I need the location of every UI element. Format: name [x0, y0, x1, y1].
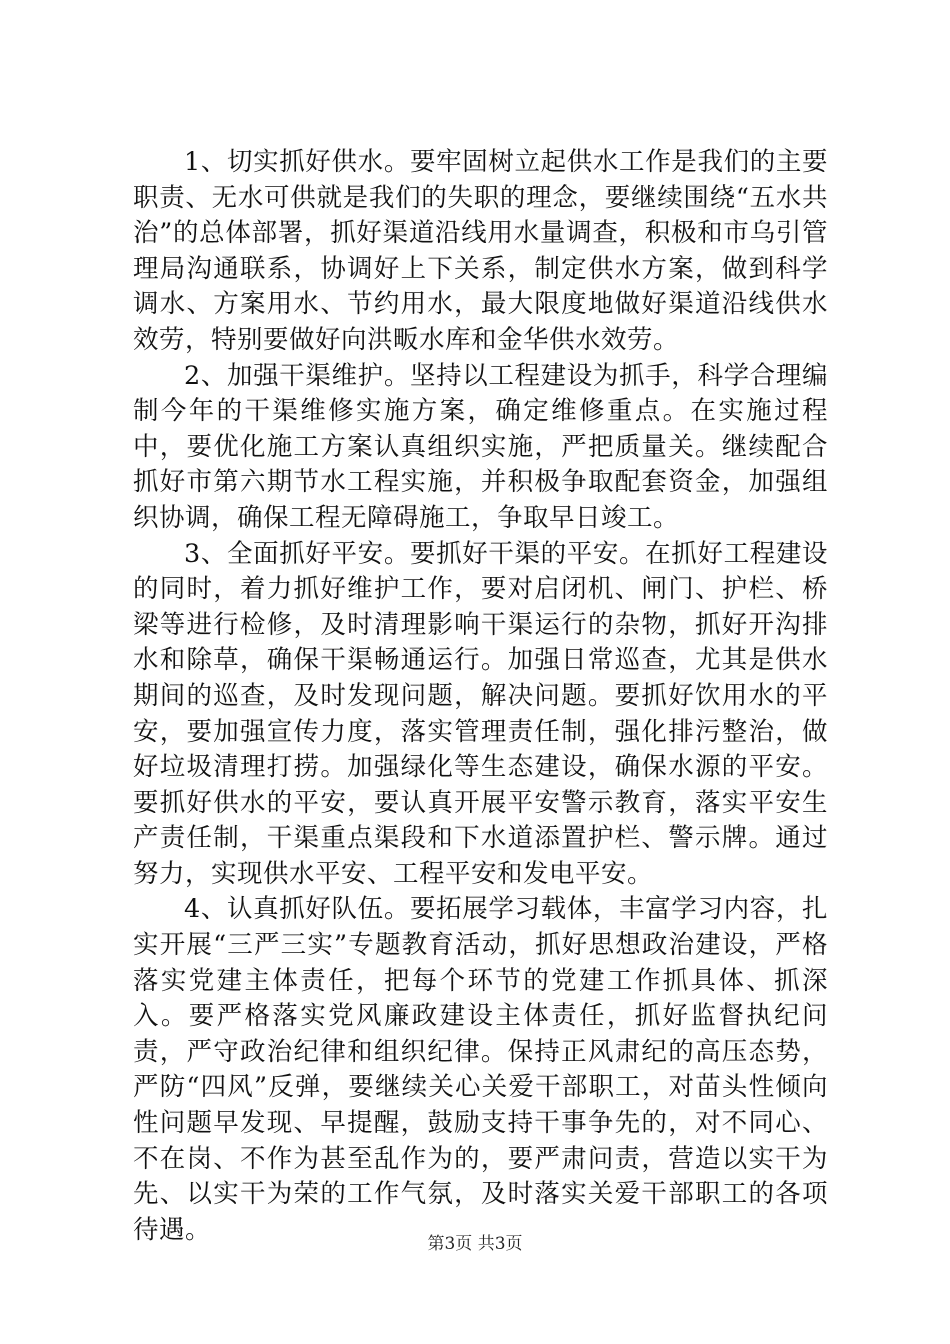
paragraph-safety: 3、全面抓好平安。要抓好干渠的平安。在抓好工程建设的同时，着力抓好维护工作，要对启闭机、闸门、护栏、桥梁等进行检修，及时清理影响干渠运行的杂物，抓好开沟排水和除草，确保干渠畅通运行。加强日常巡查，尤其是供水期间的巡查，及时发现问题，解决问题。要抓好饮用水的平安，要加强宣传力度，落实管理责任制，强化排污整治，做好垃圾清理打捞。加强绿化等生态建设，确保水源的平安。要抓好供水的平安，要认真开展平安警示教育，落实平安生产责任制，干渠重点渠段和下水道添置护栏、警示牌。通过努力，实现供水平安、工程平安和发电平安。	[133, 538, 828, 889]
page-number-footer: 第3页 共3页	[427, 1234, 523, 1254]
paragraph-water-supply: 1、切实抓好供水。要牢固树立起供水工作是我们的主要职责、无水可供就是我们的失职的理念，要继续围绕“五水共治”的总体部署，抓好渠道沿线用水量调查，积极和市乌引管理局沟通联系，协调好上下关系，制定供水方案，做到科学调水、方案用水、节约用水，最大限度地做好渠道沿线供水效劳，特别要做好向洪畈水库和金华供水效劳。	[133, 147, 828, 355]
paragraph-canal-maintenance: 2、加强干渠维护。坚持以工程建设为抓手，科学合理编制今年的干渠维修实施方案，确定维修重点。在实施过程中，要优化施工方案认真组织实施，严把质量关。继续配合抓好市第六期节水工程实施，并积极争取配套资金，加强组织协调，确保工程无障碍施工，争取早日竣工。	[133, 360, 828, 533]
paragraph-team-building: 4、认真抓好队伍。要拓展学习载体，丰富学习内容，扎实开展“三严三实”专题教育活动，抓好思想政治建设，严格落实党建主体责任，把每个环节的党建工作抓具体、抓深入。要严格落实党风廉政建设主体责任，抓好监督执纪问责，严守政治纪律和组织纪律。保持正风肃纪的高压态势，严防“四风”反弹，要继续关心关爱干部职工，对苗头性倾向性问题早发现、早提醒，鼓励支持干事争先的，对不同心、不在岗、不作为甚至乱作为的，要严肃问责，营造以实干为先、以实干为荣的工作气氛，及时落实关爱干部职工的各项待遇。	[133, 894, 828, 1245]
document-body	[133, 145, 828, 1248]
